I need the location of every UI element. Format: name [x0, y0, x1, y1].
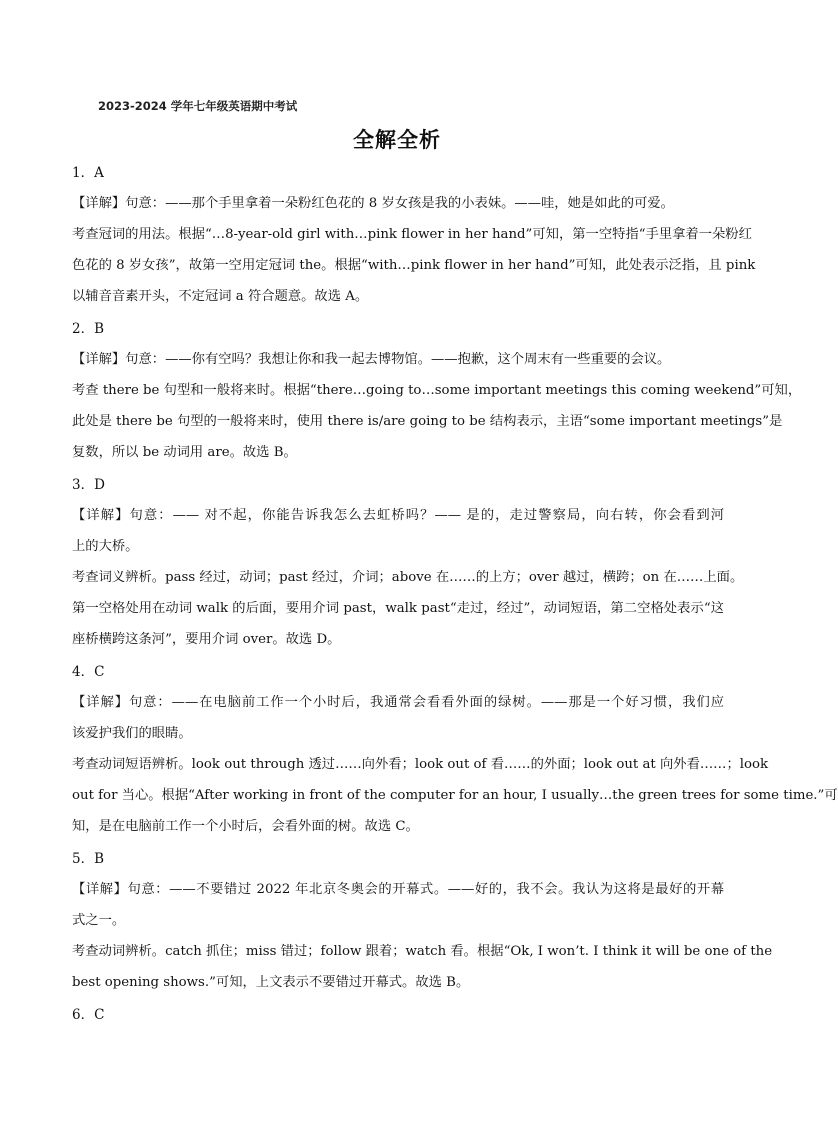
- explanation-line: out for 当心。根据“After working in front of the computer for an hour, I usually…the green trees for some time.”可: [72, 788, 838, 803]
- explanation-line: 考查冠词的用法。根据“…8-year-old girl with…pink flower in her hand”可知，第一空特指“手里拿着一朵粉红: [72, 227, 752, 242]
- explanation-line: best opening shows.”可知，上文表示不要错过开幕式。故选 B。: [72, 975, 470, 990]
- question-number: 4．C: [72, 664, 105, 680]
- explanation-line: 【详解】句意：—— 对不起，你能告诉我怎么去虹桥吗？—— 是的，走过警察局，向右转，你会看到河: [72, 508, 724, 523]
- explanation-line: 【详解】句意：——在电脑前工作一个小时后，我通常会看看外面的绿树。——那是一个好习惯，我们应: [72, 695, 724, 710]
- question-number: 5．B: [72, 851, 105, 867]
- exam-header: 2023-2024 学年七年级英语期中考试: [98, 99, 298, 113]
- explanation-line: 【详解】句意：——那个手里拿着一朵粉红色花的 8 岁女孩是我的小表妹。——哇，她是如此的可爱。: [72, 196, 674, 211]
- explanation-line: 第一空格处用在动词 walk 的后面，要用介词 past，walk past“走过，经过”，动词短语，第二空格处表示“这: [72, 601, 724, 616]
- explanation-line: 色花的 8 岁女孩”，故第一空用定冠词 the。根据“with…pink flower in her hand”可知，此处表示泛指，且 pink: [72, 258, 756, 273]
- explanation-line: 座桥横跨这条河”，要用介词 over。故选 D。: [72, 632, 341, 647]
- explanation-line: 考查 there be 句型和一般将来时。根据“there…going to…some important meetings this coming weekend”可知，: [72, 383, 802, 398]
- explanation-line: 【详解】句意：——你有空吗？我想让你和我一起去博物馆。——抱歉，这个周末有一些重要的会议。: [72, 352, 671, 367]
- question-number: 1．A: [72, 165, 104, 181]
- question-number: 3．D: [72, 477, 105, 493]
- explanation-line: 复数，所以 be 动词用 are。故选 B。: [72, 445, 297, 460]
- explanation-line: 该爱护我们的眼睛。: [72, 726, 192, 741]
- explanation-line: 式之一。: [72, 913, 126, 928]
- explanation-line: 考查动词短语辨析。look out through 透过……向外看；look out of 看……的外面；look out at 向外看……；look: [72, 757, 769, 772]
- explanation-line: 知，是在电脑前工作一个小时后，会看外面的树。故选 C。: [72, 819, 419, 834]
- question-number: 2．B: [72, 321, 105, 337]
- explanation-line: 【详解】句意：——不要错过 2022 年北京冬奥会的开幕式。——好的，我不会。我认为这将是最好的开幕: [72, 882, 724, 897]
- explanation-line: 考查动词辨析。catch 抓住；miss 错过；follow 跟着；watch 看。根据“Ok, I won’t. I think it will be one of the: [72, 944, 773, 959]
- question-number: 6．C: [72, 1007, 105, 1023]
- explanation-line: 考查词义辨析。pass 经过，动词；past 经过，介词；above 在……的上方；over 越过，横跨；on 在……上面。: [72, 570, 744, 585]
- explanation-line: 此处是 there be 句型的一般将来时，使用 there is/are going to be 结构表示，主语“some important meetings”是: [72, 414, 783, 429]
- page-title: 全解全析: [353, 128, 441, 152]
- explanation-line: 以辅音音素开头，不定冠词 a 符合题意。故选 A。: [72, 289, 369, 304]
- explanation-line: 上的大桥。: [72, 539, 139, 554]
